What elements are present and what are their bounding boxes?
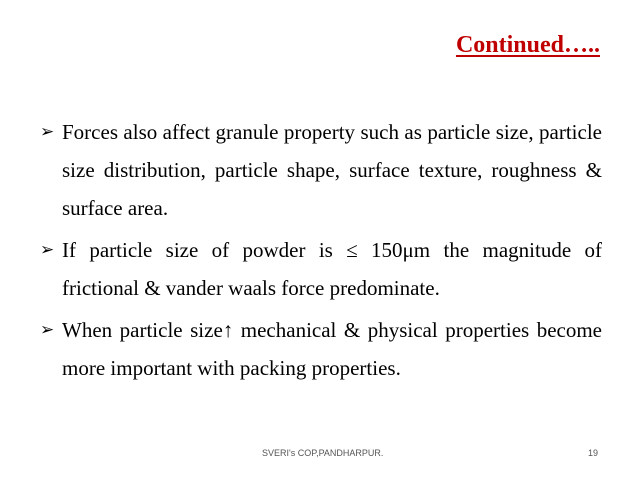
- bullet-text: When particle size↑ mechanical & physical properties become more important with packing properties.: [62, 318, 602, 380]
- bullet-list: [40, 113, 602, 391]
- page-number: 19: [587, 448, 598, 458]
- bullet-text: If particle size of powder is ≤ 150μm the magnitude of frictional & vander waals force predominate.: [62, 238, 602, 300]
- bullet-item: [40, 231, 602, 307]
- arrow-bullet-icon: ➢: [40, 320, 55, 340]
- arrow-bullet-icon: ➢: [40, 122, 55, 142]
- arrow-bullet-icon: ➢: [40, 240, 55, 260]
- bullet-text: Forces also affect granule property such as particle size, particle size distribution, particle shape, surface texture, roughness & surface area.: [62, 120, 602, 220]
- bullet-item: [40, 311, 602, 387]
- bullet-item: [40, 113, 602, 227]
- footer-text: SVERI's COP,PANDHARPUR.: [262, 448, 384, 458]
- slide-title: Continued…..: [455, 32, 600, 58]
